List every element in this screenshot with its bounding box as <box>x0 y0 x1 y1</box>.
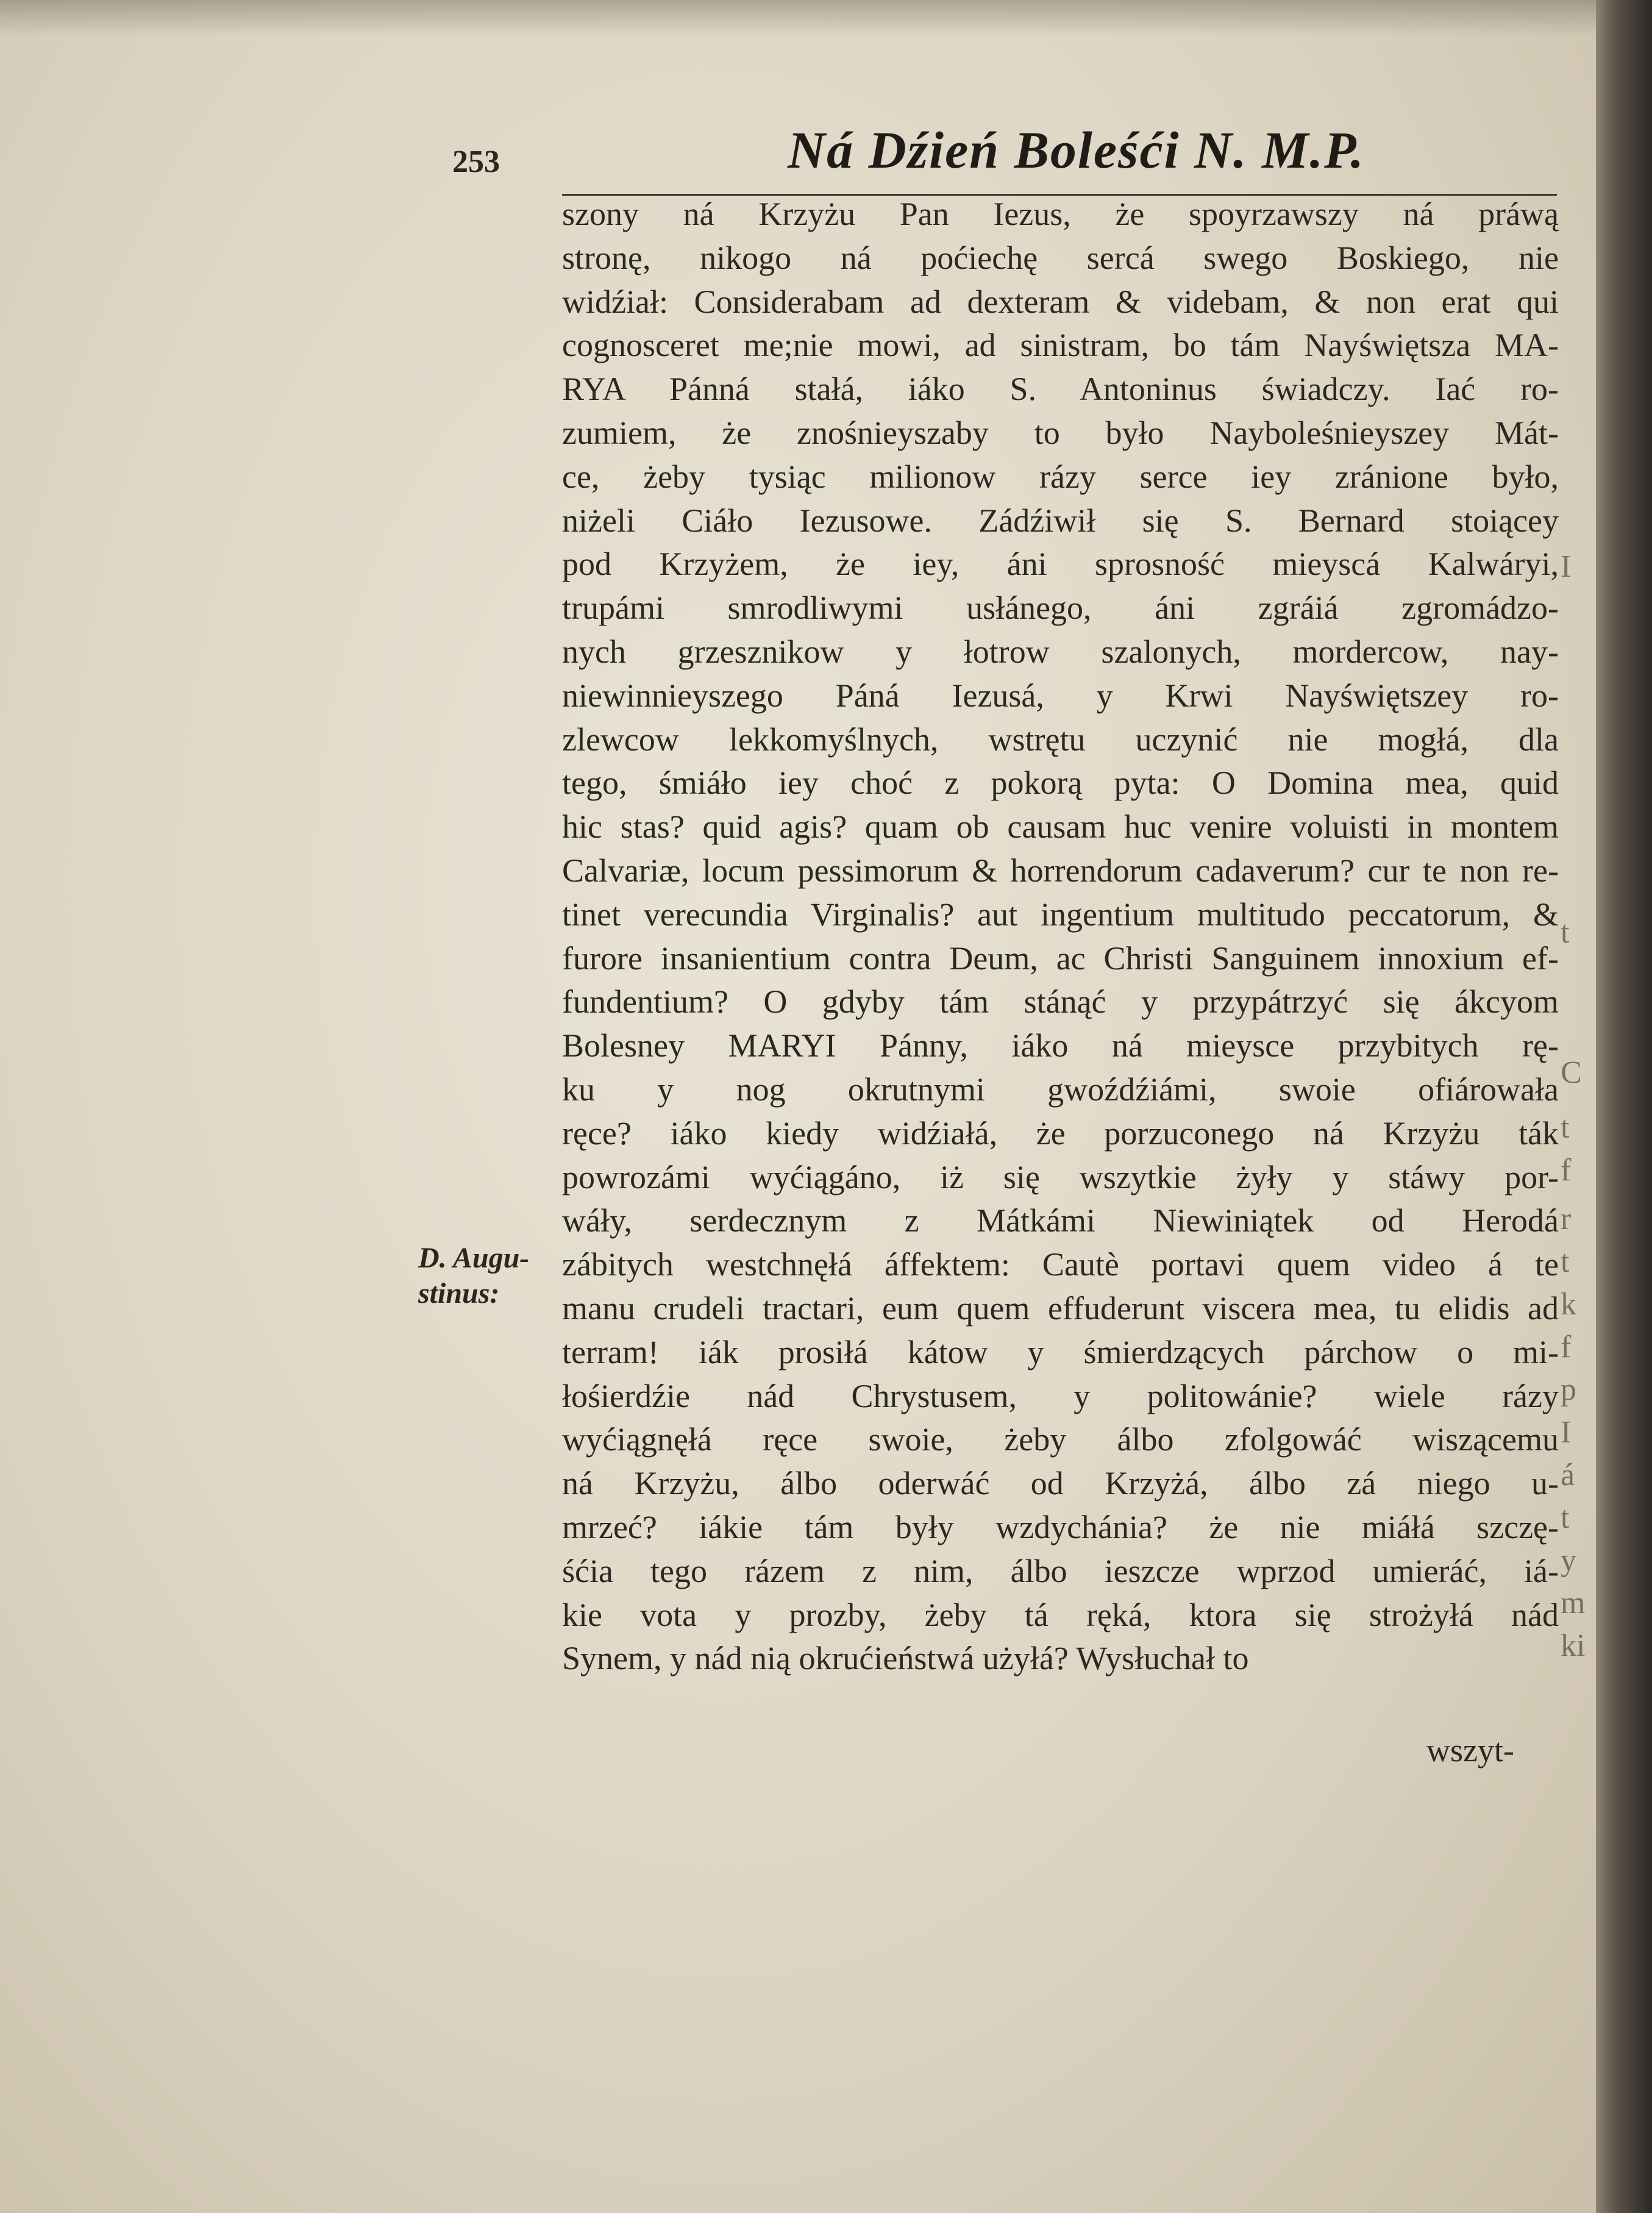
bleed-letter: á <box>1561 1458 1575 1492</box>
page-shadow <box>0 0 1596 37</box>
text-line: furore insanientium contra Deum, ac Christi Sanguinem innoxium ef- <box>562 939 1559 977</box>
bleed-letter: t <box>1561 1500 1570 1535</box>
text-line: ná Krzyżu, álbo oderwáć od Krzyżá, álbo zá niego u- <box>562 1465 1559 1502</box>
text-line: tinet verecundia Virginalis? aut ingentium multitudo peccatorum, & <box>562 896 1559 933</box>
text-line: niewinnieyszego Páná Iezusá, y Krwi Nayświętszey ro- <box>562 677 1559 714</box>
bleed-letter: t <box>1561 1110 1570 1145</box>
running-head: Ná Dźień Boleśći N. M.P. <box>788 121 1365 179</box>
catchword: wszyt- <box>1426 1732 1514 1769</box>
body-text <box>562 193 1559 1681</box>
text-line: fundentium? O gdyby tám stánąć y przypátrzyć się ákcyom <box>562 983 1559 1021</box>
text-line: śćia tego rázem z nim, álbo ieszcze wprzod umieráć, iá- <box>562 1552 1559 1589</box>
bleed-letter: t <box>1561 915 1570 950</box>
text-line: manu crudeli tractari, eum quem effuderunt viscera mea, tu elidis ad <box>562 1289 1559 1327</box>
bleed-letter: k <box>1561 1287 1576 1322</box>
text-line: zábitych westchnęłá áffektem: Cautè portavi quem video á te <box>562 1246 1559 1283</box>
text-line: łośierdźie nád Chrystusem, y politowánie? wiele rázy <box>562 1377 1559 1414</box>
text-line: stronę, nikogo ná poćiechę sercá swego Boskiego, nie <box>562 239 1559 276</box>
text-line: szony ná Krzyżu Pan Iezus, że spoyrzawszy ná práwą <box>562 196 1559 232</box>
page-number: 253 <box>452 144 500 179</box>
bleed-letter: y <box>1561 1543 1576 1578</box>
text-line: Calvariæ, locum pessimorum & horrendorum cadaverum? cur te non re- <box>562 852 1559 889</box>
text-line: terram! iák prosiłá kátow y śmierdzących párchow o mi- <box>562 1333 1559 1370</box>
text-line: ręce? iáko kiedy widźiałá, że porzuconego ná Krzyżu ták <box>562 1114 1559 1152</box>
text-line: trupámi smrodliwymi usłánego, áni zgráiá zgromádzo- <box>562 590 1559 627</box>
text-line: ku y nog okrutnymi gwoźdźiámi, swoie ofiárowała <box>562 1071 1559 1108</box>
bleed-letter: C <box>1561 1055 1582 1090</box>
text-line: nych grzesznikow y łotrow szalonych, mordercow, nay- <box>562 633 1559 670</box>
margin-note-line-2: stinus: <box>418 1277 500 1310</box>
text-line: mrzeć? iákie tám były wzdychánia? że nie miáłá szczę- <box>562 1508 1559 1545</box>
text-line: cognosceret me;nie mowi, ad sinistram, bo tám Nayświętsza MA- <box>562 327 1559 364</box>
margin-note <box>418 1241 529 1311</box>
bleed-letter: I <box>1561 549 1572 584</box>
bleed-letter: f <box>1561 1330 1572 1364</box>
bleed-letter: I <box>1561 1415 1572 1450</box>
text-line: RYA Pánná stałá, iáko S. Antoninus świadczy. Iać ro- <box>562 371 1559 408</box>
text-line: pod Krzyżem, że iey, áni sprosność mieyscá Kalwáryi, <box>562 546 1559 583</box>
text-line: tego, śmiáło iey choć z pokorą pyta: O Domina mea, quid <box>562 764 1559 802</box>
facing-page-edge <box>1596 0 1652 2213</box>
text-line: kie vota y prozby, żeby tá ręká, ktora się strożyłá nád <box>562 1596 1559 1633</box>
text-line: wáły, serdecznym z Mátkámi Niewiniątek od Herodá <box>562 1202 1559 1239</box>
bleed-letter: ki <box>1561 1628 1586 1663</box>
text-line: hic stas? quid agis? quam ob causam huc venire voluisti in montem <box>562 808 1559 846</box>
text-line: Bolesney MARYI Pánny, iáko ná mieysce przybitych rę- <box>562 1027 1559 1064</box>
bleed-letter: r <box>1561 1202 1572 1236</box>
bleed-letter: t <box>1561 1244 1570 1279</box>
text-line: niżeli Ciáło Iezusowe. Zádźiwił się S. Bernard stoiącey <box>562 502 1559 539</box>
margin-note-line-1: D. Augu- <box>418 1242 530 1274</box>
bleed-letter: p <box>1561 1372 1576 1407</box>
text-line: Synem, y nád nią okrućieństwá użyłá? Wysłuchał to <box>562 1640 1249 1677</box>
text-line: ce, żeby tysiąc milionow rázy serce iey zránione było, <box>562 458 1559 495</box>
bleed-letter: f <box>1561 1153 1572 1188</box>
text-line: widźiał: Considerabam ad dexteram & videbam, & non erat qui <box>562 283 1559 320</box>
text-line: zlewcow lekkomyślnych, wstrętu uczynić nie mogłá, dla <box>562 721 1559 758</box>
text-line: powrozámi wyćiągáno, iż się wszytkie żyły y stáwy por- <box>562 1158 1559 1196</box>
bleed-letter: m <box>1561 1586 1586 1620</box>
text-line: wyćiągnęłá ręce swoie, żeby álbo zfolgowáć wiszącemu <box>562 1421 1559 1458</box>
text-line: zumiem, że znośnieyszaby to było Nayboleśnieyszey Mát- <box>562 414 1559 451</box>
